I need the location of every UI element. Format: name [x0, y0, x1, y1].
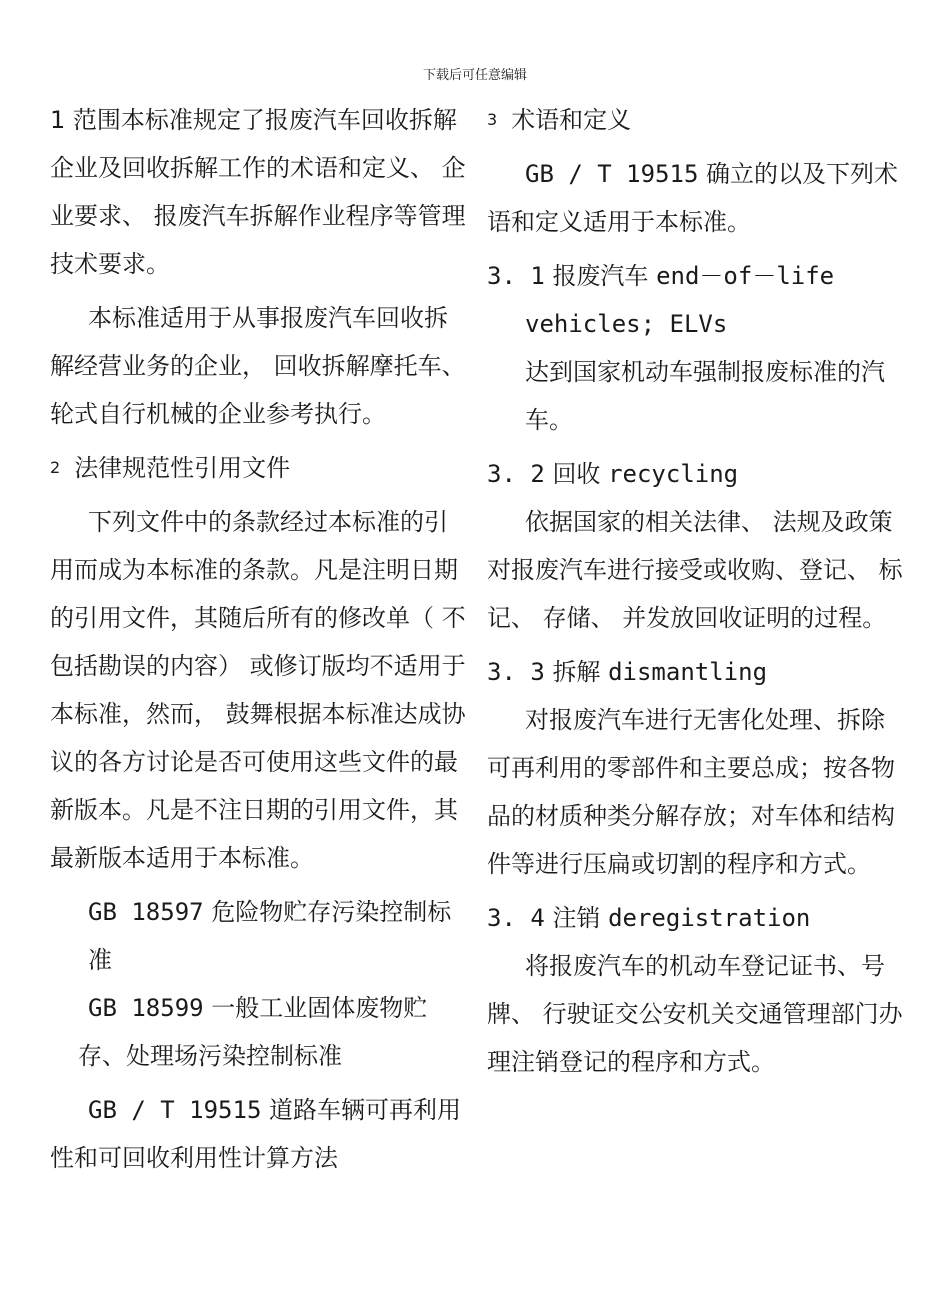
- reference-3-code: GB / T 19515: [88, 1096, 262, 1124]
- term-1-number: 3. 1: [487, 262, 545, 290]
- section-1-applicability: 本标准适用于从事报废汽车回收拆解经营业务的企业， 回收拆解摩托车、 轮式自行机械的企业参考执行。: [50, 304, 466, 428]
- section-2-title: 法律规范性引用文件: [74, 454, 291, 482]
- term-4-heading: [487, 894, 907, 942]
- section-3-heading: [487, 96, 907, 144]
- term-4-definition: 将报废汽车的机动车登记证书、号牌、 行驶证交公安机关交通管理部门办理注销登记的程序和方式。: [487, 952, 903, 1076]
- section-2-body: 下列文件中的条款经过本标准的引用而成为本标准的条款。凡是注明日期的引用文件，其随后所有的修改单（ 不包括勘误的内容） 或修订版均不适用于本标准，然而， 鼓舞根据本标准达成协议的各方讨论是否可使用这些文件的最新版本。凡是不注日期的引用文件，其最新版本适用于本标准。: [50, 508, 466, 872]
- term-3-en: dismantling: [608, 658, 768, 686]
- section-2-number: 2: [50, 458, 61, 477]
- page-header: 下载后可任意编辑: [422, 68, 527, 83]
- reference-1-code: GB 18597: [88, 898, 204, 926]
- section-2-heading: [50, 444, 470, 492]
- reference-1-title: 危险物贮存污染控制标准: [88, 898, 452, 974]
- section-3-title: 术语和定义: [511, 106, 632, 134]
- term-4-zh: 注销: [552, 904, 601, 932]
- section-3-intro-code: GB / T 19515: [525, 160, 699, 188]
- reference-3: [50, 1086, 470, 1182]
- section-1-scope: 1 范围本标准规定了报废汽车回收拆解企业及回收拆解工作的术语和定义、 企业要求、 报废汽车拆解作业程序等管理技术要求。: [50, 106, 466, 278]
- reference-2-code: GB 18599: [88, 994, 204, 1022]
- term-2-definition: 依据国家的相关法律、 法规及政策对报废汽车进行接受或收购、登记、 标记、 存储、 并发放回收证明的过程。: [487, 508, 903, 632]
- term-3-definition: 对报废汽车进行无害化处理、拆除可再利用的零部件和主要总成；按各物品的材质种类分解存放；对车体和结构件等进行压扁或切割的程序和方式。: [487, 706, 895, 878]
- term-1-heading: [487, 252, 907, 348]
- reference-3-title: 道路车辆可再利用性和可回收利用性计算方法: [50, 1096, 462, 1172]
- term-3-number: 3. 3: [487, 658, 545, 686]
- term-2-zh: 回收: [552, 460, 601, 488]
- reference-1: [50, 888, 470, 984]
- term-4-number: 3. 4: [487, 904, 545, 932]
- term-1-en: end－of－life vehicles; ELVs: [525, 262, 835, 338]
- section-3-intro: [487, 150, 907, 246]
- reference-2: [50, 984, 470, 1080]
- section-3-intro-text: 确立的以及下列术语和定义适用于本标准。: [487, 160, 899, 236]
- section-3-number: 3: [487, 110, 498, 129]
- term-3-zh: 拆解: [552, 658, 601, 686]
- right-column: [487, 96, 907, 1086]
- term-2-number: 3. 2: [487, 460, 545, 488]
- term-2-heading: [487, 450, 907, 498]
- term-1-zh: 报废汽车: [552, 262, 649, 290]
- left-column: [50, 96, 470, 1182]
- term-3-heading: [487, 648, 907, 696]
- term-1-definition: 达到国家机动车强制报废标准的汽车。: [525, 358, 885, 434]
- term-2-en: recycling: [608, 460, 739, 488]
- term-4-en: deregistration: [608, 904, 811, 932]
- reference-2-title: 一般工业固体废物贮存、处理场污染控制标准: [78, 994, 428, 1070]
